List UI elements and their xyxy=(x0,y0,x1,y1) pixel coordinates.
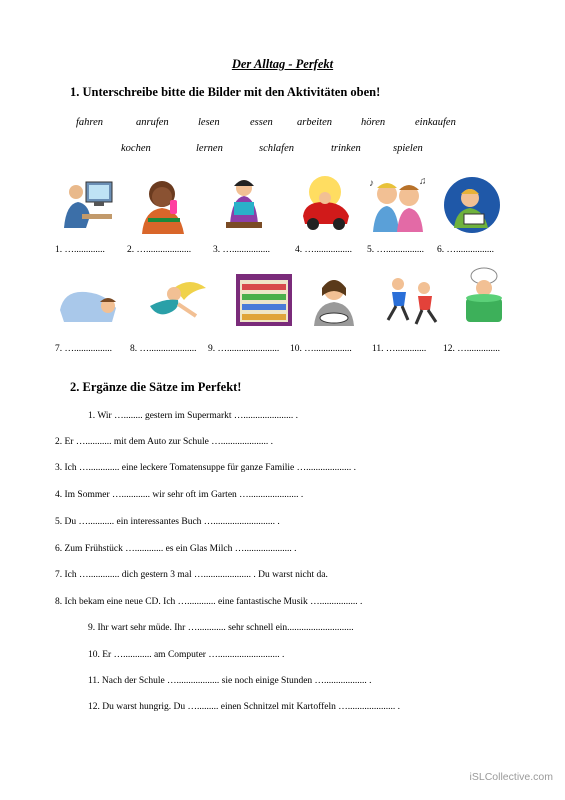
answer-slot-2: 2. …................... xyxy=(127,245,192,255)
flying-girl-icon xyxy=(144,270,208,328)
woman-eating-icon xyxy=(302,270,366,328)
answer-slot-1: 1. …............. xyxy=(55,245,105,255)
sentence-8: 8. Ich bekam eine neue CD. Ich …............ eine fantastische Musik …................ . xyxy=(55,597,363,607)
sentence-12: 12. Du warst hungrig. Du …......... einen Schnitzel mit Kartoffeln ….................... . xyxy=(88,702,400,712)
answer-slot-7: 7. …................ xyxy=(55,344,112,354)
verb-lernen: lernen xyxy=(196,143,223,154)
answer-slot-12: 12. ….............. xyxy=(443,344,500,354)
verb-schlafen: schlafen xyxy=(259,143,294,154)
sentence-1: 1. Wir …........ gestern im Supermarkt …..................... . xyxy=(88,411,299,421)
svg-text:♫: ♫ xyxy=(419,176,427,187)
verb-arbeiten: arbeiten xyxy=(297,117,332,128)
page-title: Der Alltag - Perfekt xyxy=(231,57,334,71)
sentence-10: 10. Er …............ am Computer ….......................... . xyxy=(88,650,285,660)
car-driver-icon xyxy=(295,176,359,234)
girl-reading-icon xyxy=(212,174,276,232)
computer-worker-icon xyxy=(56,176,120,234)
answer-slot-10: 10. …................ xyxy=(290,344,352,354)
section1-heading: 1. Unterschreibe bitte die Bilder mit den Aktivitäten oben! xyxy=(70,85,381,99)
section2-heading: 2. Ergänze die Sätze im Perfekt! xyxy=(70,380,242,394)
sentence-2: 2. Er …........... mit dem Auto zur Schule ….................... . xyxy=(55,437,273,447)
verb-kochen: kochen xyxy=(121,143,151,154)
answer-slot-9: 9. …...................... xyxy=(208,344,280,354)
answer-slot-6: 6. …................ xyxy=(437,245,494,255)
sentence-5: 5. Du …........... ein interessantes Buch ….......................... . xyxy=(55,517,280,527)
shop-shelves-icon xyxy=(232,270,296,328)
verb-hoeren: hören xyxy=(361,117,386,128)
verb-lesen: lesen xyxy=(198,117,220,128)
verb-spielen: spielen xyxy=(393,143,423,154)
verb-einkaufen: einkaufen xyxy=(415,117,456,128)
watermark-footer: iSLCollective.com xyxy=(469,771,553,783)
verb-essen: essen xyxy=(250,117,273,128)
answer-slot-3: 3. …................ xyxy=(213,245,270,255)
svg-text:♪: ♪ xyxy=(369,178,374,189)
verb-fahren: fahren xyxy=(76,117,104,128)
sentence-7: 7. Ich …............. dich gestern 3 mal ….................... . Du warst nicht da. xyxy=(55,570,328,580)
answer-slot-4: 4. …................ xyxy=(295,245,352,255)
verb-trinken: trinken xyxy=(331,143,361,154)
answer-slot-11: 11. …............. xyxy=(372,344,427,354)
sentence-3: 3. Ich …............. eine leckere Tomatensuppe für ganze Familie …................... . xyxy=(55,463,356,473)
boy-phone-icon xyxy=(132,176,196,234)
running-boys-icon xyxy=(380,270,444,328)
sentence-4: 4. Im Sommer …............ wir sehr oft im Garten …..................... . xyxy=(55,490,304,500)
sentence-11: 11. Nach der Schule ….................. sie noch einige Stunden ….................. . xyxy=(88,676,372,686)
verb-anrufen: anrufen xyxy=(136,117,169,128)
answer-slot-5: 5. …................ xyxy=(367,245,424,255)
man-writing-icon xyxy=(440,176,504,234)
friends-music-icon xyxy=(365,174,429,232)
sleeping-person-icon xyxy=(56,272,120,330)
answer-slot-8: 8. ….................... xyxy=(130,344,197,354)
sentence-9: 9. Ihr wart sehr müde. Ihr …............ sehr schnell ein............................ xyxy=(88,623,354,633)
sentence-6: 6. Zum Frühstück …............ es ein Glas Milch ….................... . xyxy=(55,544,297,554)
chef-cooking-icon xyxy=(452,266,516,324)
